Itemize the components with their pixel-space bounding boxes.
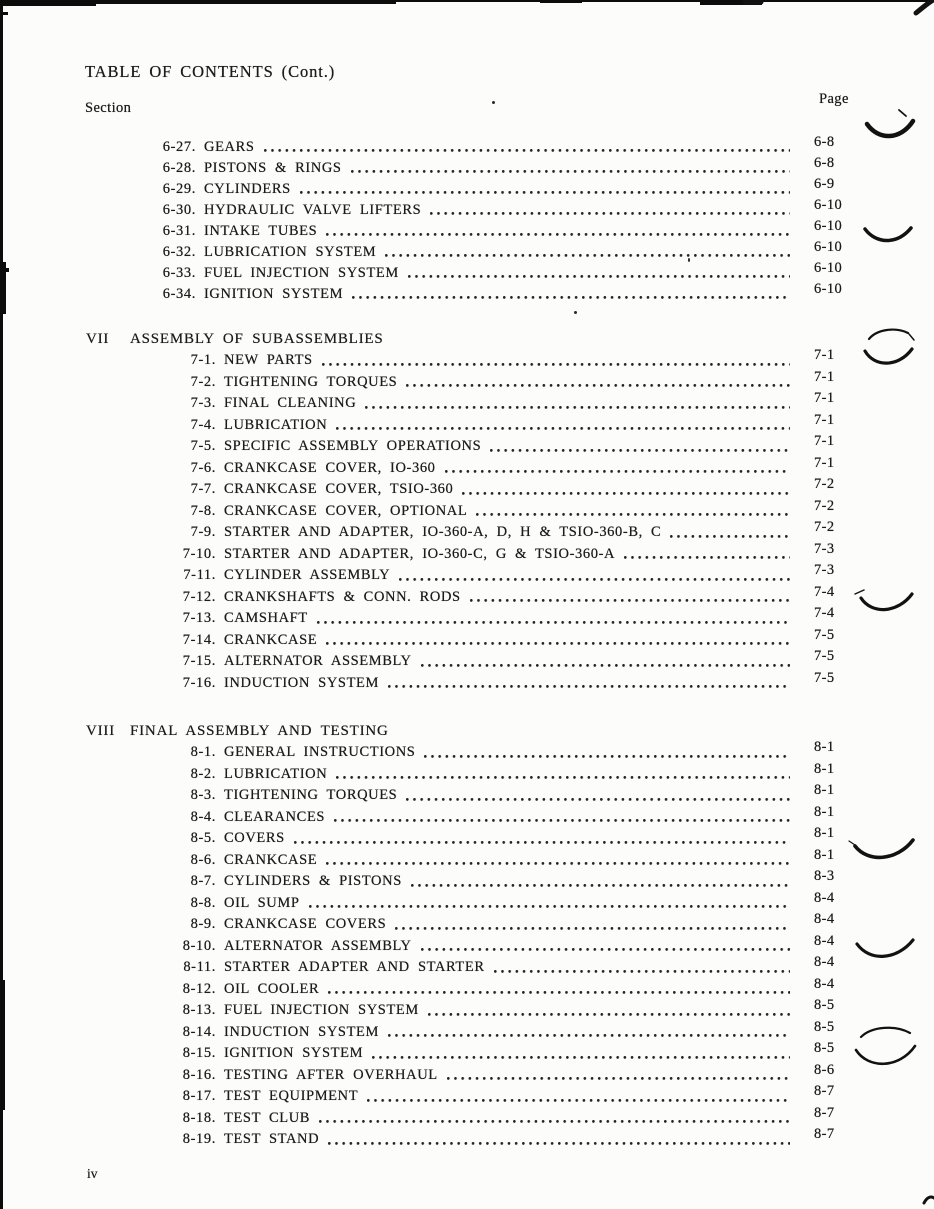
entry-title: IGNITION SYSTEM [204,286,344,302]
entry-page: 6-10 [814,281,843,297]
dot-leader [388,673,790,695]
dot-leader [334,807,790,829]
entry-number: 6-28. [162,160,196,176]
entry-number: 7-2. [190,373,216,390]
entry-title: LUBRICATION [224,416,328,433]
entry-page: 8-1 [814,825,835,841]
dot-leader [328,979,790,1001]
entry-title: GENERAL INSTRUCTIONS [224,744,416,760]
entry-number: 8-9. [190,916,216,932]
entry-page: 7-3 [814,562,835,578]
entry-title: CYLINDER ASSEMBLY [224,567,391,583]
entry-number: 6-33. [162,265,196,281]
entry-number: 7-14. [182,631,216,648]
entry-page: 8-1 [814,846,835,863]
entry-number: 6-27. [162,139,196,155]
dot-leader [264,137,790,158]
entry-title: TIGHTENING TORQUES [224,373,398,390]
entry-page: 7-3 [814,540,835,557]
entry-number: 7-8. [190,502,216,519]
entry-page: 7-2 [814,476,835,492]
entry-number: 7-11. [183,567,216,583]
dot-leader [421,651,790,673]
entry-page: 8-5 [814,1018,835,1035]
entry-number: 8-11. [183,959,216,975]
entry-page: 8-1 [814,739,835,755]
dot-leader [322,350,790,372]
dot-leader [372,1043,790,1065]
entry-number: 8-1. [190,744,216,760]
entry-title: INTAKE TUBES [204,223,318,239]
entry-page: 8-1 [814,760,835,777]
dot-leader [462,479,790,501]
dot-leader [408,263,790,284]
entry-page: 6-10 [814,260,843,276]
entry-number: 6-31. [162,223,196,239]
entry-title: TEST CLUB [224,1109,311,1126]
entry-title: OIL COOLER [224,980,320,997]
entry-page: 7-1 [814,368,835,385]
entry-title: LUBRICATION SYSTEM [204,244,377,260]
entry-title: LUBRICATION [224,765,328,782]
entry-number: 8-5. [190,830,216,846]
section-heading: ASSEMBLY OF SUBASSEMBLIES [130,331,384,347]
entry-page: 8-1 [814,803,835,820]
entry-number: 7-12. [182,588,216,605]
entry-title: CYLINDERS [204,181,291,197]
entry-number: 8-2. [190,765,216,782]
entry-page: 8-4 [814,911,835,927]
entry-title: STARTER AND ADAPTER, IO-360-C, G & TSIO-360-A [224,545,616,562]
entry-title: TEST EQUIPMENT [224,1088,359,1104]
section-heading: FINAL ASSEMBLY AND TESTING [130,723,389,739]
entry-number: 8-6. [190,851,216,868]
entry-number: 6-30. [162,202,196,218]
dot-leader [319,1108,790,1130]
entry-page: 8-7 [814,1126,835,1142]
entry-title: CRANKCASE COVER, OPTIONAL [224,502,468,519]
entry-title: CRANKCASE [224,851,318,868]
entry-page: 7-4 [814,583,835,600]
entry-page: 7-1 [814,433,835,449]
entry-number: 7-16. [182,674,216,691]
dot-leader [476,501,790,523]
toc-entry-list [0,739,934,1151]
entry-title: ALTERNATOR ASSEMBLY [224,653,412,669]
entry-number: 6-32. [162,244,196,260]
dot-leader [326,630,790,652]
dot-leader [352,284,790,305]
entry-page: 6-10 [814,218,843,234]
entry-title: CRANKCASE COVERS [224,916,387,932]
entry-page: 8-7 [814,1083,835,1099]
entry-number: 8-4. [190,808,216,825]
dot-leader [624,544,790,566]
entry-title: SPECIFIC ASSEMBLY OPERATIONS [224,438,482,454]
toc-entry-list [0,134,934,305]
entry-number: 6-34. [162,286,196,302]
entry-page: 8-7 [814,1104,835,1121]
toc-section [0,134,934,305]
entry-title: FINAL CLEANING [224,395,357,411]
dot-leader [430,200,790,221]
dot-leader [294,828,790,850]
entry-page: 8-4 [814,932,835,949]
entry-number: 8-3. [190,787,216,803]
entry-number: 7-5. [190,438,216,454]
entry-number: 8-19. [182,1131,216,1147]
section-roman-numeral: VII [86,331,110,347]
dot-leader [447,1065,790,1087]
toc-entry [0,669,934,695]
entry-page: 7-1 [814,454,835,471]
entry-page: 7-5 [814,626,835,643]
entry-title: PISTONS & RINGS [204,160,342,176]
dot-leader [326,850,790,872]
entry-title: CRANKCASE COVER, IO-360 [224,459,436,476]
dot-leader [367,1086,790,1108]
entry-title: TEST STAND [224,1131,320,1147]
entry-page: 6-10 [814,239,843,255]
entry-number: 8-17. [182,1088,216,1104]
entry-page: 8-3 [814,868,835,884]
entry-title: TESTING AFTER OVERHAUL [224,1066,438,1083]
entry-page: 8-1 [814,782,835,798]
page-column-label: Page [819,91,849,107]
entry-page: 7-2 [814,519,835,535]
dot-leader [399,565,790,587]
dot-leader [411,871,790,893]
entry-title: CAMSHAFT [224,610,308,626]
entry-page: 6-8 [814,155,835,171]
entry-number: 7-4. [190,416,216,433]
entry-page: 7-1 [814,390,835,406]
entry-number: 7-9. [190,524,216,540]
entry-title: CRANKSHAFTS & CONN. RODS [224,588,461,605]
entry-page: 6-9 [814,176,835,192]
toc-section [0,720,934,1151]
entry-page: 8-5 [814,997,835,1013]
entry-title: GEARS [204,139,255,155]
entry-number: 7-15. [182,653,216,669]
entry-title: ALTERNATOR ASSEMBLY [224,937,412,954]
entry-title: COVERS [224,830,285,846]
toc-entry-list [0,347,934,694]
entry-title: CRANKCASE [224,631,318,648]
folio-page-number: iv [87,1166,98,1181]
entry-title: INDUCTION SYSTEM [224,674,379,691]
dot-leader [365,393,790,415]
entry-page: 7-1 [814,411,835,428]
dot-leader [421,936,790,958]
entry-number: 7-1. [190,352,216,368]
entry-number: 8-14. [182,1023,216,1040]
entry-number: 8-10. [182,937,216,954]
entry-title: HYDRAULIC VALVE LIFTERS [204,202,422,218]
entry-title: CYLINDERS & PISTONS [224,873,402,889]
dot-leader [424,742,790,764]
dot-leader [351,158,790,179]
entry-page: 8-4 [814,975,835,992]
dot-leader [336,415,790,437]
entry-number: 8-16. [182,1066,216,1083]
entry-title: OIL SUMP [224,894,300,911]
entry-number: 8-12. [182,980,216,997]
entry-number: 8-15. [182,1045,216,1061]
dot-leader [300,179,790,200]
entry-number: 7-10. [182,545,216,562]
entry-title: INDUCTION SYSTEM [224,1023,379,1040]
toc-section [0,328,934,694]
entry-title: STARTER AND ADAPTER, IO-360-A, D, H & TSIO-360-B, C [224,524,662,540]
entry-page: 6-10 [814,197,843,213]
dot-leader [326,221,790,242]
entry-page: 8-6 [814,1061,835,1078]
dot-leader [309,893,790,915]
entry-page: 8-4 [814,954,835,970]
entry-number: 7-13. [182,610,216,626]
dot-leader [494,957,790,979]
dot-leader [445,458,790,480]
entry-page: 8-4 [814,889,835,906]
section-column-label: Section [85,100,132,116]
dot-leader [406,372,790,394]
dot-leader [317,608,790,630]
entry-page: 7-5 [814,669,835,686]
entry-page: 7-1 [814,347,835,363]
dot-leader [388,1022,790,1044]
dot-leader [406,785,790,807]
entry-number: 8-7. [190,873,216,889]
entry-page: 7-4 [814,605,835,621]
entry-title: FUEL INJECTION SYSTEM [224,1002,419,1018]
dot-leader [428,1000,790,1022]
dot-leader [490,436,790,458]
entry-number: 7-6. [190,459,216,476]
entry-number: 8-18. [182,1109,216,1126]
entry-title: TIGHTENING TORQUES [224,787,398,803]
entry-number: 7-3. [190,395,216,411]
entry-number: 6-29. [162,181,196,197]
section-roman-numeral: VIII [86,723,116,739]
entry-title: STARTER ADAPTER AND STARTER [224,959,485,975]
dot-leader [470,587,790,609]
entry-title: IGNITION SYSTEM [224,1045,364,1061]
entry-number: 7-7. [190,481,216,497]
dot-leader [328,1129,790,1151]
dot-leader [395,914,790,936]
dot-leader [385,242,790,263]
entry-title: CLEARANCES [224,808,326,825]
entry-page: 7-5 [814,648,835,664]
entry-number: 8-8. [190,894,216,911]
entry-title: CRANKCASE COVER, TSIO-360 [224,481,454,497]
entry-title: NEW PARTS [224,352,313,368]
dot-leader [336,764,790,786]
entry-title: FUEL INJECTION SYSTEM [204,265,399,281]
entry-page: 8-5 [814,1040,835,1056]
toc-entry [0,1126,934,1151]
entry-page: 7-2 [814,497,835,514]
entry-page: 6-8 [814,134,835,150]
entry-number: 8-13. [182,1002,216,1018]
page-title: TABLE OF CONTENTS (Cont.) [85,62,336,81]
dot-leader [670,522,790,544]
toc-entry [0,281,934,305]
